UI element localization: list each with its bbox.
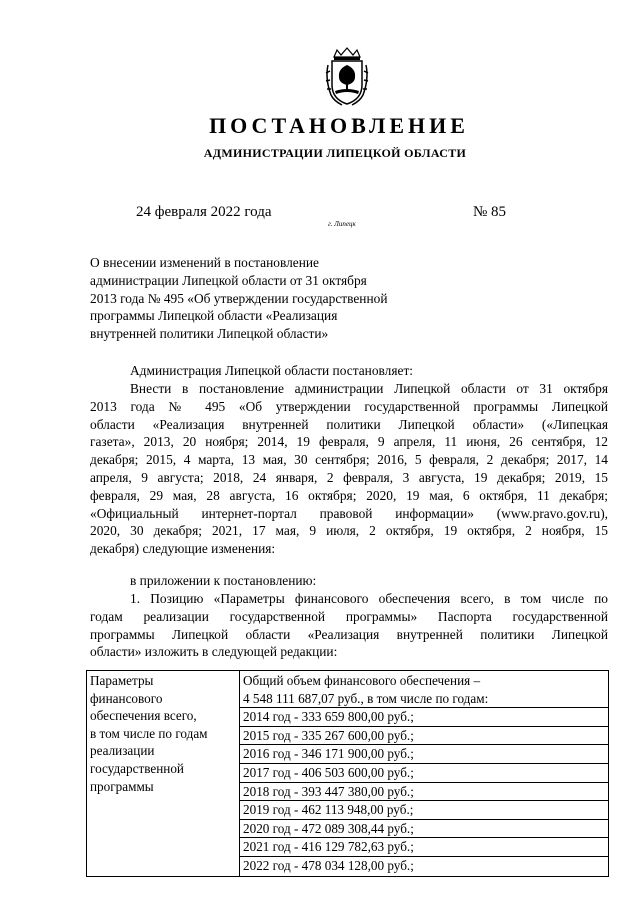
paragraph-line: 2020, 30 декабря; 2021, 17 мая, 9 июля, 2 октября, 19 октября, 2 ноября, 15 [90, 523, 608, 539]
coat-of-arms-emblem [322, 47, 372, 107]
year-amount: 2022 год - 478 034 128,00 руб.; [243, 857, 414, 873]
parameter-line: государственной [90, 760, 184, 776]
intro-text: Администрация Липецкой области постановляет: [130, 363, 414, 378]
paragraph-line: декабря) следующие изменения: [90, 541, 276, 557]
document-date: 24 февраля 2022 года [136, 204, 272, 220]
year-amount: 2019 год - 462 113 948,00 руб.; [240, 801, 608, 820]
parameter-line: программы [90, 778, 154, 794]
issuing-authority: АДМИНИСТРАЦИИ ЛИПЕЦКОЙ ОБЛАСТИ [203, 146, 467, 160]
table-row [87, 671, 609, 877]
subject-line: 2013 года № 495 «Об утверждении государственной [90, 290, 388, 306]
paragraph-line: годам реализации государственной программы» Паспорта государственной [90, 608, 608, 624]
financing-table [86, 670, 609, 877]
document-title: ПОСТАНОВЛЕНИЕ [209, 113, 469, 138]
intro-paragraph [90, 362, 608, 380]
year-amount: 2015 год - 335 267 600,00 руб.; [240, 727, 608, 746]
year-amount: 2021 год - 416 129 782,63 руб.; [240, 838, 608, 857]
paragraph-line: области «Реализация внутренней политики Липецкой области» («Липецкая [90, 416, 608, 432]
annex-text: в приложении к постановлению: [130, 573, 317, 588]
subject-line: внутренней политики Липецкой области» [90, 326, 329, 342]
year-amount: 2020 год - 472 089 308,44 руб.; [240, 820, 608, 839]
subject-line: программы Липецкой области «Реализация [90, 308, 338, 324]
paragraph-line: программы Липецкой области «Реализация внутренней политики Липецкой [90, 626, 608, 642]
year-amount: 2017 год - 406 503 600,00 руб.; [240, 764, 608, 783]
subject-line: О внесении изменений в постановление [90, 255, 319, 270]
document-subject [90, 254, 450, 343]
total-line: 4 548 111 687,07 руб., в том числе по годам: [240, 690, 608, 709]
paragraph-line: февраля, 29 мая, 28 августа, 16 октября; 2020, 19 мая, 6 октября, 11 декабря; [90, 487, 608, 503]
parameter-line: в том числе по годам [90, 725, 208, 741]
year-amount: 2018 год - 393 447 380,00 руб.; [240, 783, 608, 802]
value-cell [240, 671, 609, 877]
paragraph-line: 2013 года № 495 «Об утверждении государственной программы Липецкой [90, 398, 608, 414]
main-paragraph [90, 380, 608, 558]
parameter-line: Параметры [90, 673, 154, 688]
document-number: № 85 [473, 204, 507, 220]
paragraph-line: Внести в постановление администрации Липецкой области от 31 октября [130, 381, 608, 396]
paragraph-line: «Официальный интернет-портал правовой информации» (www.pravo.gov.ru), [90, 505, 608, 521]
annex-paragraph [90, 572, 608, 590]
paragraph-line: апреля, 9 августа; 2018, 24 января, 2 февраля, 3 августа, 19 декабря; 2019, 15 [90, 469, 608, 485]
parameter-line: реализации [90, 743, 155, 759]
parameter-line: обеспечения всего, [90, 708, 197, 724]
item1-paragraph [90, 590, 608, 661]
parameter-cell [87, 671, 240, 877]
year-amount: 2014 год - 333 659 800,00 руб.; [240, 708, 608, 727]
subject-line: администрации Липецкой области от 31 октября [90, 272, 367, 288]
document-city: г. Липецк [328, 220, 356, 228]
paragraph-line: декабря; 2015, 4 марта, 13 мая, 30 сентября; 2016, 5 февраля, 2 декабря; 2017, 14 [90, 452, 608, 468]
total-line: Общий объем финансового обеспечения – [243, 673, 481, 688]
paragraph-line: газета», 2013, 20 ноября; 2014, 19 февраля, 9 апреля, 11 июня, 26 сентября, 12 [90, 434, 608, 450]
year-amount: 2016 год - 346 171 900,00 руб.; [240, 745, 608, 764]
parameter-line: финансового [90, 690, 163, 706]
paragraph-line: области» изложить в следующей редакции: [90, 644, 338, 660]
paragraph-line: 1. Позицию «Параметры финансового обеспечения всего, в том числе по [130, 591, 608, 606]
